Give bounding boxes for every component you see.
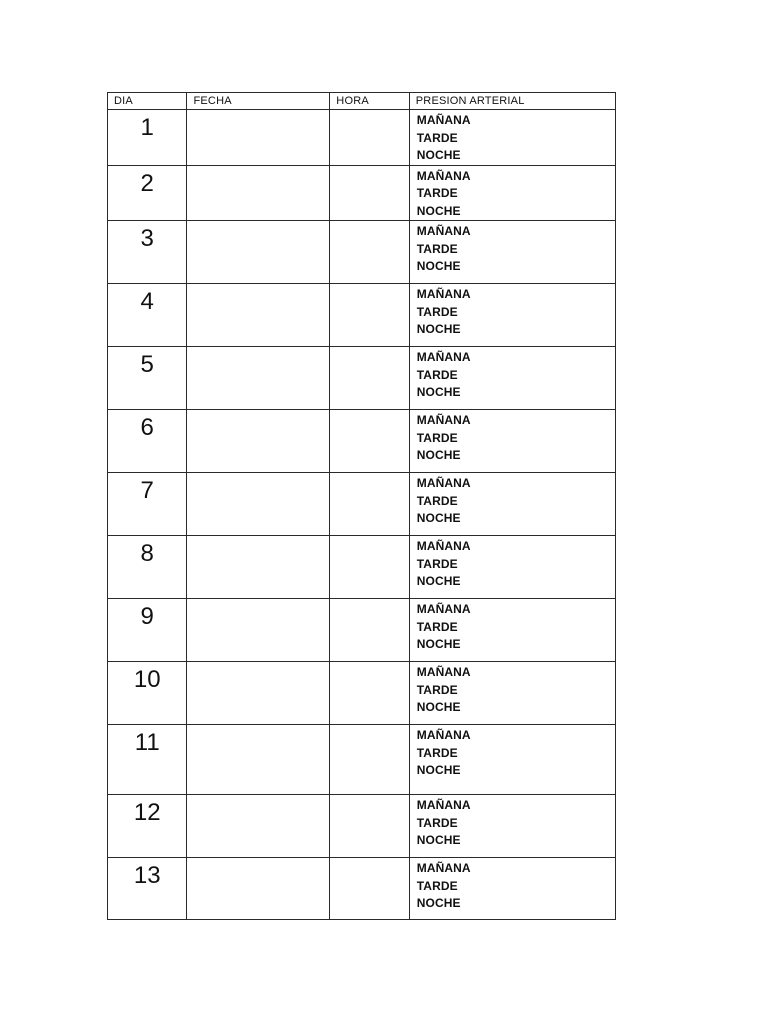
period-label-noche: NOCHE: [416, 574, 461, 588]
period-label-manana: MAÑANA: [416, 224, 471, 238]
hora-cell[interactable]: [330, 473, 409, 536]
fecha-cell[interactable]: [187, 410, 330, 473]
period-label-manana: MAÑANA: [416, 861, 471, 875]
presion-arterial-cell[interactable]: [409, 110, 615, 166]
period-label-tarde: TARDE: [416, 682, 458, 697]
presion-arterial-cell[interactable]: [409, 536, 615, 599]
hora-cell[interactable]: [330, 410, 409, 473]
period-label-noche: NOCHE: [416, 148, 461, 162]
period-label-noche: NOCHE: [416, 700, 461, 714]
fecha-cell[interactable]: [187, 347, 330, 410]
presion-arterial-cell[interactable]: [409, 284, 615, 347]
header-hora: HORA: [330, 93, 409, 110]
day-number: 13: [108, 858, 187, 920]
period-label-tarde: TARDE: [416, 367, 458, 382]
header-dia: DIA: [108, 93, 187, 110]
period-label-noche: NOCHE: [416, 896, 461, 910]
header-fecha: FECHA: [187, 93, 330, 110]
header-presion-arterial: PRESION ARTERIAL: [409, 93, 615, 110]
presion-arterial-cell[interactable]: [409, 347, 615, 410]
day-number: 6: [108, 410, 187, 473]
day-number: 1: [108, 110, 187, 166]
header-row: [108, 93, 616, 110]
fecha-cell[interactable]: [187, 536, 330, 599]
day-number: 10: [108, 662, 187, 725]
period-label-tarde: TARDE: [416, 878, 458, 893]
table-row: [108, 110, 616, 166]
day-number: 7: [108, 473, 187, 536]
day-number: 9: [108, 599, 187, 662]
fecha-cell[interactable]: [187, 662, 330, 725]
period-label-tarde: TARDE: [416, 241, 458, 256]
period-label-noche: NOCHE: [416, 637, 461, 651]
blood-pressure-log-table: [107, 92, 616, 920]
period-label-tarde: TARDE: [416, 130, 458, 145]
presion-arterial-cell[interactable]: [409, 599, 615, 662]
period-label-tarde: TARDE: [416, 186, 458, 200]
period-label-noche: NOCHE: [416, 385, 461, 399]
presion-arterial-cell[interactable]: [409, 165, 615, 221]
fecha-cell[interactable]: [187, 858, 330, 920]
presion-arterial-cell[interactable]: [409, 473, 615, 536]
presion-arterial-cell[interactable]: [409, 410, 615, 473]
day-number: 12: [108, 795, 187, 858]
period-label-manana: MAÑANA: [416, 539, 471, 553]
hora-cell[interactable]: [330, 221, 409, 284]
fecha-cell[interactable]: [187, 165, 330, 221]
period-label-manana: MAÑANA: [416, 602, 471, 616]
period-label-noche: NOCHE: [416, 203, 461, 218]
period-label-noche: NOCHE: [416, 511, 461, 525]
presion-arterial-cell[interactable]: [409, 725, 615, 795]
period-label-manana: MAÑANA: [416, 728, 471, 742]
table-row: [108, 473, 616, 536]
period-label-tarde: TARDE: [416, 493, 458, 508]
period-label-manana: MAÑANA: [416, 476, 471, 490]
hora-cell[interactable]: [330, 599, 409, 662]
table-row: [108, 858, 616, 920]
period-label-manana: MAÑANA: [416, 350, 471, 364]
table-row: [108, 165, 616, 221]
period-label-noche: NOCHE: [416, 448, 461, 462]
period-label-manana: MAÑANA: [416, 798, 471, 812]
table-row: [108, 725, 616, 795]
period-label-tarde: TARDE: [416, 556, 458, 571]
table-row: [108, 795, 616, 858]
period-label-tarde: TARDE: [416, 619, 458, 634]
fecha-cell[interactable]: [187, 110, 330, 166]
period-label-tarde: TARDE: [416, 304, 458, 319]
period-label-manana: MAÑANA: [416, 287, 471, 301]
fecha-cell[interactable]: [187, 221, 330, 284]
table-row: [108, 599, 616, 662]
period-label-manana: MAÑANA: [416, 168, 471, 183]
fecha-cell[interactable]: [187, 284, 330, 347]
period-label-tarde: TARDE: [416, 745, 458, 760]
fecha-cell[interactable]: [187, 725, 330, 795]
period-label-manana: MAÑANA: [416, 665, 471, 679]
hora-cell[interactable]: [330, 795, 409, 858]
presion-arterial-cell[interactable]: [409, 858, 615, 920]
period-label-noche: NOCHE: [416, 322, 461, 336]
hora-cell[interactable]: [330, 858, 409, 920]
fecha-cell[interactable]: [187, 473, 330, 536]
table-row: [108, 662, 616, 725]
period-label-tarde: TARDE: [416, 430, 458, 445]
day-number: 5: [108, 347, 187, 410]
day-number: 11: [108, 725, 187, 795]
hora-cell[interactable]: [330, 347, 409, 410]
day-number: 3: [108, 221, 187, 284]
table-row: [108, 536, 616, 599]
table-row: [108, 284, 616, 347]
period-label-manana: MAÑANA: [416, 413, 471, 427]
day-number: 4: [108, 284, 187, 347]
period-label-tarde: TARDE: [416, 815, 458, 830]
hora-cell[interactable]: [330, 284, 409, 347]
presion-arterial-cell[interactable]: [409, 221, 615, 284]
period-label-noche: NOCHE: [416, 833, 461, 847]
day-number: 8: [108, 536, 187, 599]
table-row: [108, 347, 616, 410]
presion-arterial-cell[interactable]: [409, 795, 615, 858]
hora-cell[interactable]: [330, 536, 409, 599]
fecha-cell[interactable]: [187, 795, 330, 858]
fecha-cell[interactable]: [187, 599, 330, 662]
table-row: [108, 221, 616, 284]
hora-cell[interactable]: [330, 662, 409, 725]
hora-cell[interactable]: [330, 110, 409, 166]
day-number: 2: [108, 165, 187, 221]
table-body: [108, 110, 616, 920]
table-row: [108, 410, 616, 473]
hora-cell[interactable]: [330, 725, 409, 795]
hora-cell[interactable]: [330, 165, 409, 221]
period-label-noche: NOCHE: [416, 763, 461, 777]
presion-arterial-cell[interactable]: [409, 662, 615, 725]
period-label-manana: MAÑANA: [416, 113, 471, 127]
period-label-noche: NOCHE: [416, 259, 461, 273]
